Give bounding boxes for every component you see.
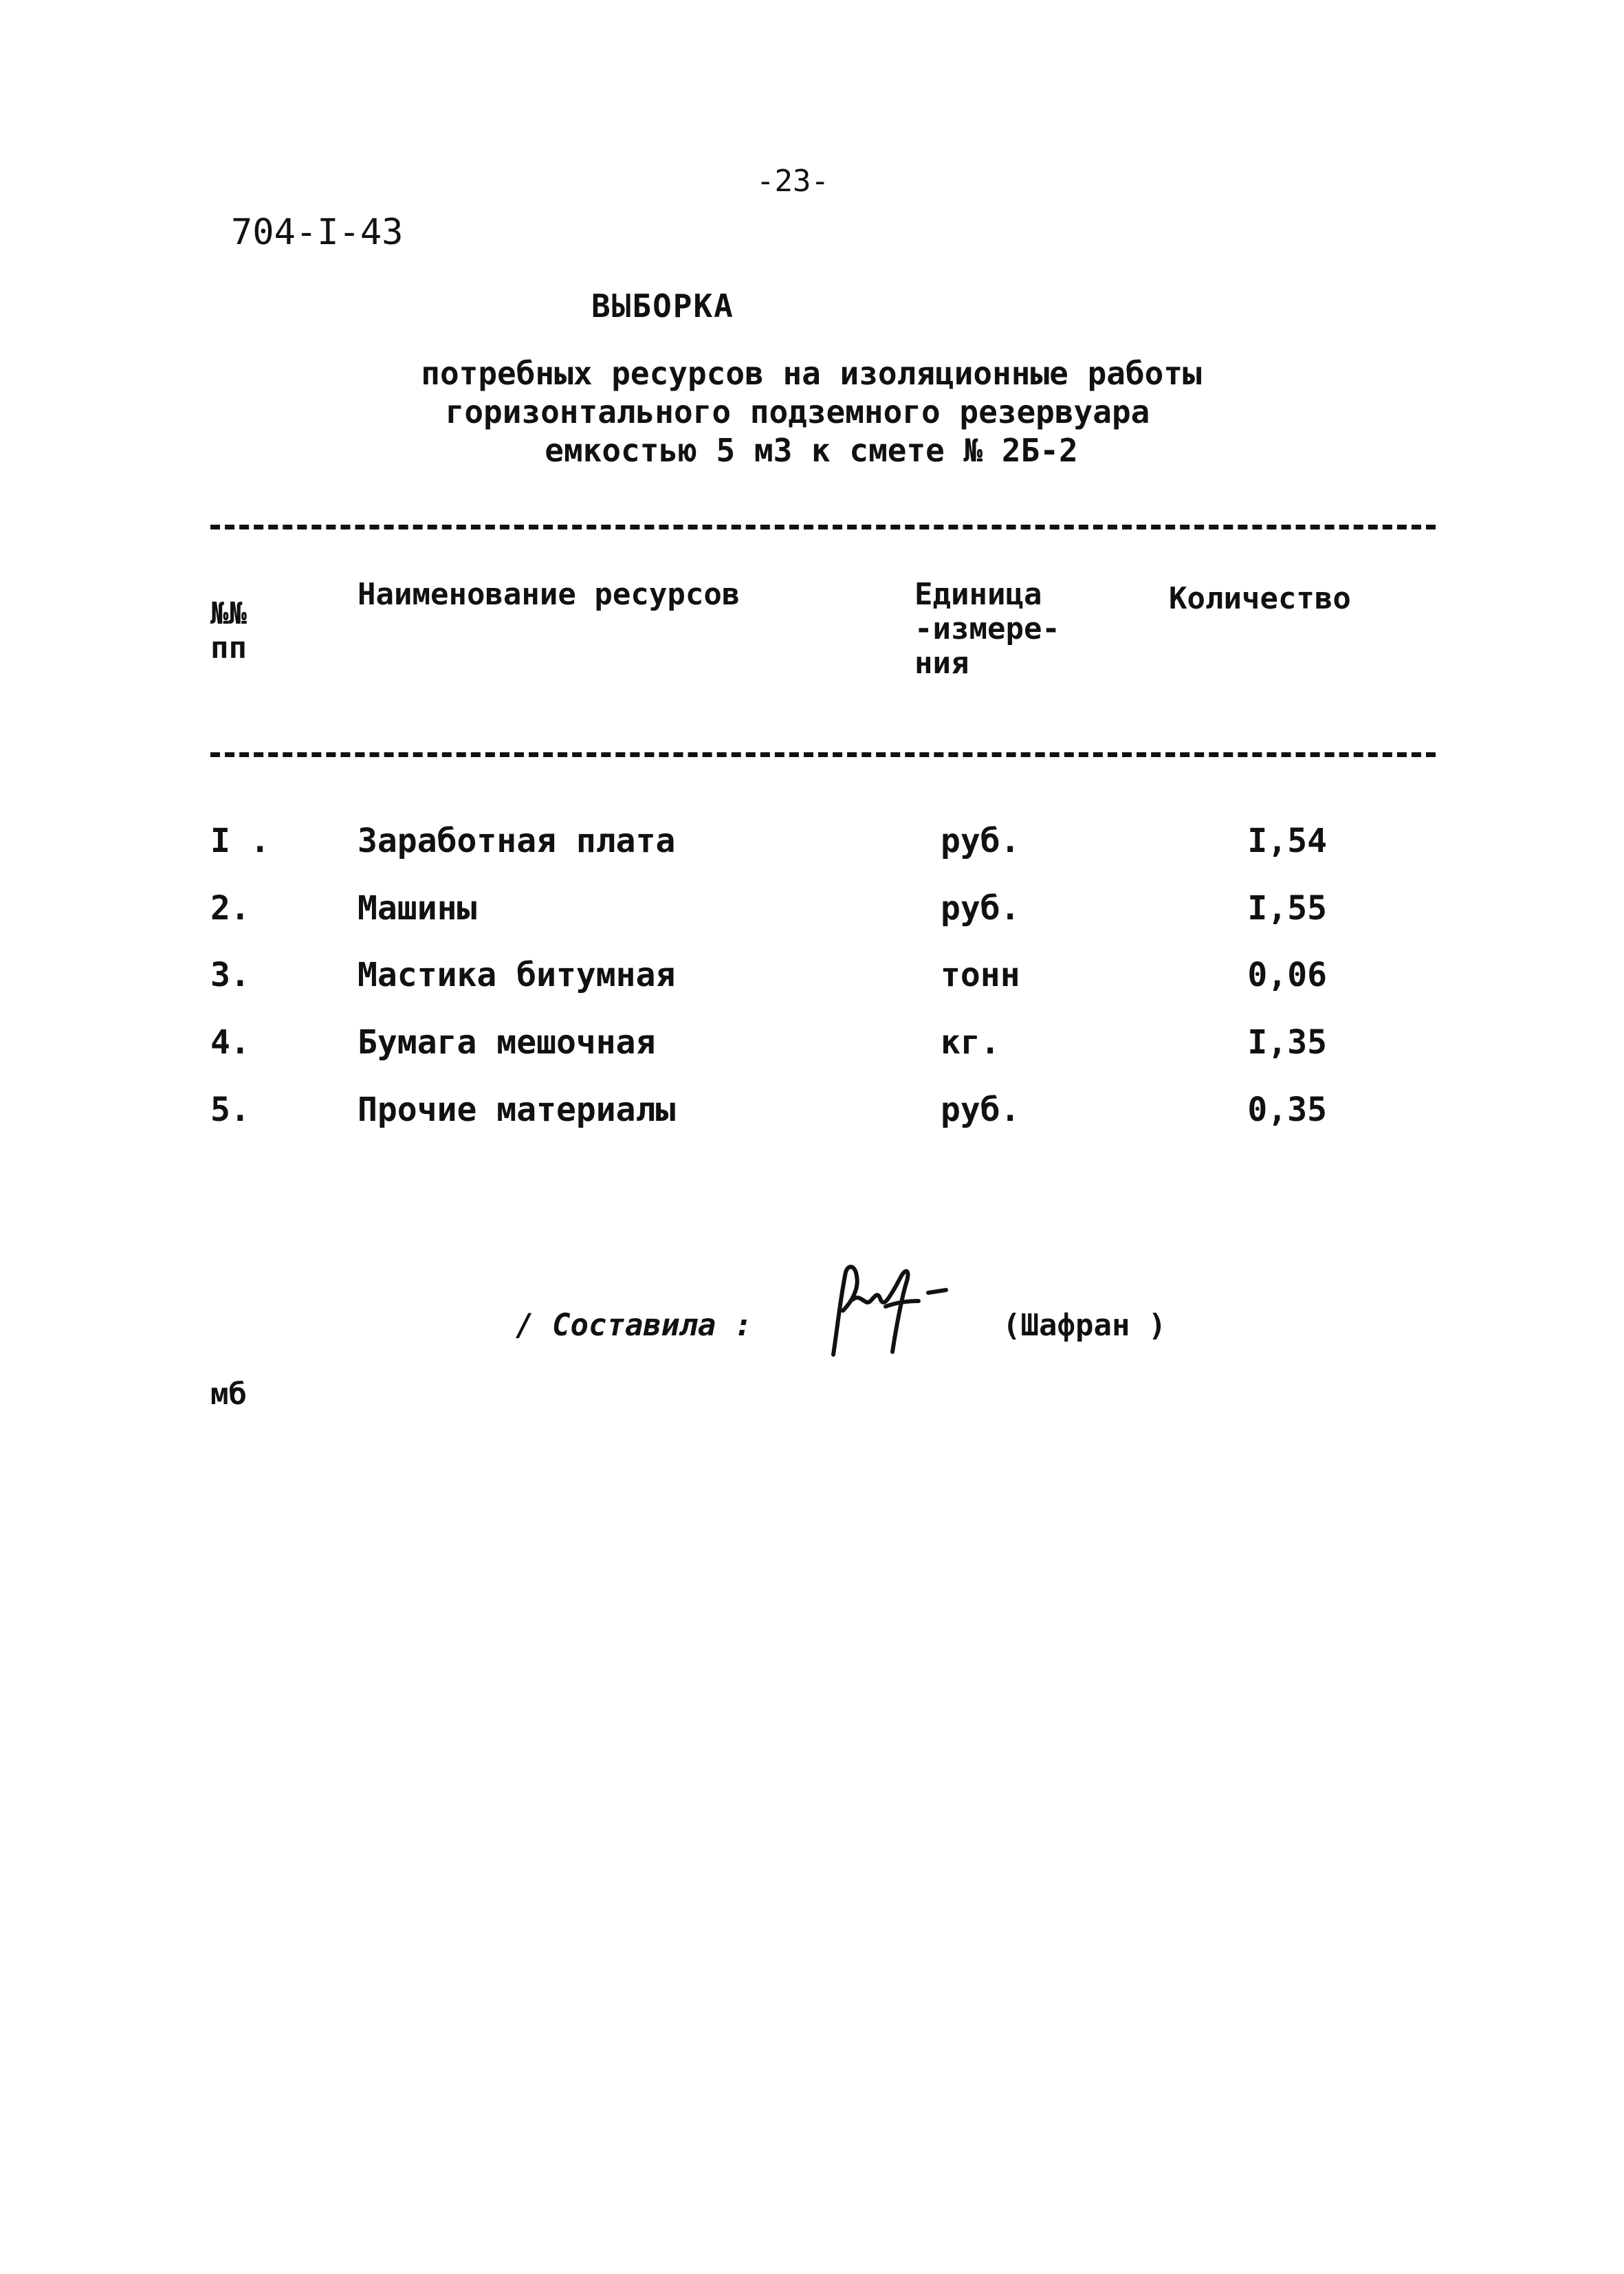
row-resource-name: Заработная плата [358, 822, 676, 860]
row-unit: тонн [941, 956, 1020, 994]
row-unit: руб. [941, 1091, 1020, 1129]
header-quantity: Количество [1169, 581, 1351, 616]
row-number: 5. [210, 1091, 250, 1129]
row-quantity: I,55 [1247, 889, 1327, 928]
table-top-rule [210, 525, 1436, 529]
document-code: 704-I-43 [231, 212, 404, 253]
row-quantity: I,54 [1247, 822, 1327, 860]
row-resource-name: Мастика битумная [358, 956, 676, 994]
row-number: I . [210, 822, 270, 860]
row-number: 3. [210, 956, 250, 994]
page-number: -23- [756, 164, 829, 199]
header-resource-name: Наименование ресурсов [358, 577, 740, 612]
header-number-line-1: №№ [210, 596, 247, 631]
row-unit: руб. [941, 889, 1020, 928]
handwritten-signature [825, 1258, 976, 1362]
compiled-by-label: / Составила : [516, 1308, 753, 1343]
header-unit-line-2: -измере- [914, 611, 1060, 646]
row-resource-name: Бумага мешочная [358, 1023, 656, 1062]
document-subtitle [296, 354, 1327, 470]
compiled-by-name: (Шафран ) [1002, 1308, 1167, 1343]
row-resource-name: Прочие материалы [358, 1091, 676, 1129]
header-number [210, 597, 247, 666]
document-title: ВЫБОРКА [591, 287, 734, 325]
row-quantity: 0,35 [1247, 1091, 1327, 1129]
subtitle-line-3: емкостью 5 м3 к смете № 2Б-2 [545, 432, 1078, 469]
row-number: 4. [210, 1023, 250, 1062]
row-quantity: 0,06 [1247, 956, 1327, 994]
header-number-line-2: пп [210, 631, 247, 666]
typist-initials: мб [210, 1377, 247, 1412]
row-number: 2. [210, 889, 250, 928]
row-unit: руб. [941, 822, 1020, 860]
header-unit [914, 578, 1060, 681]
row-resource-name: Машины [358, 889, 477, 928]
header-unit-line-1: Единица [914, 577, 1042, 612]
subtitle-line-2: горизонтального подземного резервуара [445, 393, 1150, 430]
subtitle-line-1: потребных ресурсов на изоляционные работы [421, 355, 1202, 392]
table-header-rule [210, 752, 1436, 757]
row-unit: кг. [941, 1023, 1000, 1062]
row-quantity: I,35 [1247, 1023, 1327, 1062]
header-unit-line-3: ния [914, 646, 969, 681]
